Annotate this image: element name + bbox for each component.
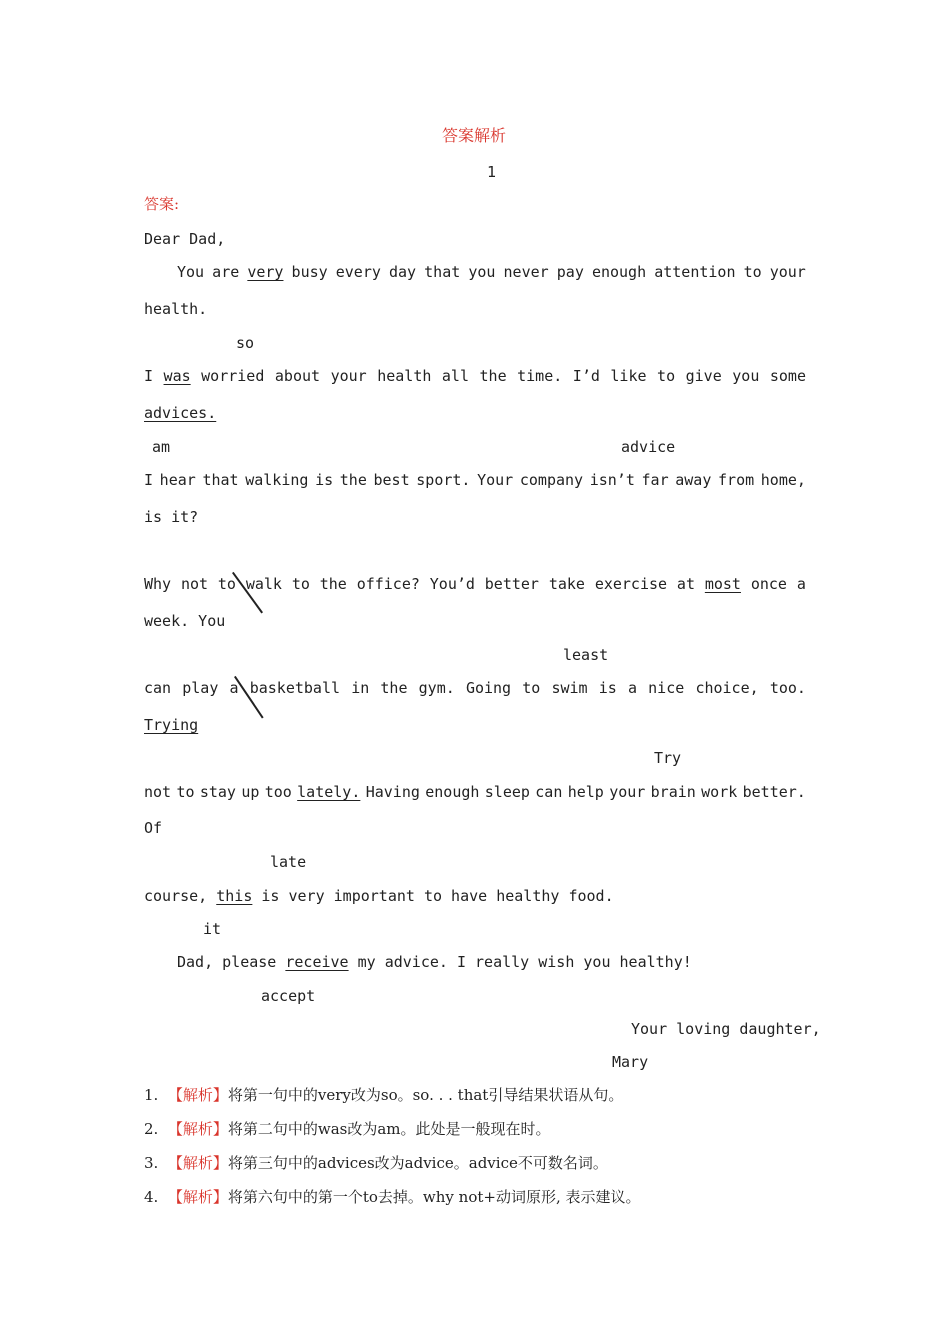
letter-line-2: I was worried about your health all the time. I’d like to give you some <box>144 367 806 385</box>
correction-least: least <box>563 646 609 664</box>
letter-line-6b: Of <box>144 819 163 837</box>
correction-try: Try <box>654 749 682 767</box>
letter-line-3b: is it? <box>144 508 199 526</box>
letter-line-6: not to stay up too lately. Having enough sleep can help your brain work better. <box>144 783 806 801</box>
letter-line-4: Why not to walk to the office? You’d better take exercise at most once a <box>144 575 806 593</box>
explanation-1: 1. 【解析】将第一句中的very改为so。so. . . that引导结果状语从句。 <box>144 1086 624 1104</box>
explanation-tag: 【解析】 <box>167 1188 228 1206</box>
page-title: 答案解析 <box>442 126 507 145</box>
correction-accept: accept <box>261 987 316 1005</box>
letter-line-1b: health. <box>144 300 208 318</box>
letter-signature: Mary <box>612 1053 649 1071</box>
error-word-this: this <box>216 887 253 905</box>
letter-closing: Your loving daughter, <box>631 1020 821 1038</box>
letter-line-1: You are very busy every day that you never pay enough attention to your <box>177 263 806 281</box>
explanation-tag: 【解析】 <box>167 1120 228 1138</box>
letter-line-7: course, this is very important to have healthy food. <box>144 887 614 905</box>
correction-so: so <box>236 334 255 352</box>
correction-it: it <box>203 920 222 938</box>
error-word-was: was <box>163 367 191 385</box>
letter-line-4b: week. You <box>144 612 226 630</box>
error-word-a: a <box>229 679 239 697</box>
explanation-tag: 【解析】 <box>167 1154 228 1172</box>
correction-advice: advice <box>621 438 676 456</box>
error-word-lately: lately. <box>297 783 361 801</box>
section-number: 1 <box>487 163 497 181</box>
explanation-4: 4. 【解析】将第六句中的第一个to去掉。why not+动词原形, 表示建议。 <box>144 1188 641 1206</box>
letter-line-5: can play a basketball in the gym. Going to swim is a nice choice, too. <box>144 679 806 697</box>
answer-label: 答案: <box>144 195 180 213</box>
letter-line-3: I hear that walking is the best sport. Your company isn’t far away from home, <box>144 471 806 489</box>
error-word-very: very <box>247 263 284 281</box>
explanation-tag: 【解析】 <box>167 1086 228 1104</box>
letter-salutation: Dear Dad, <box>144 230 226 248</box>
error-word-advices: advices. <box>144 404 217 422</box>
error-word-most: most <box>704 575 741 593</box>
error-word-trying: Trying <box>144 716 199 734</box>
explanation-2: 2. 【解析】将第二句中的was改为am。此处是一般现在时。 <box>144 1120 551 1138</box>
letter-line-8: Dad, please receive my advice. I really wish you healthy! <box>177 953 692 971</box>
error-word-receive: receive <box>285 953 349 971</box>
error-word-to: to <box>217 575 236 593</box>
explanation-3: 3. 【解析】将第三句中的advices改为advice。advice不可数名词。 <box>144 1154 608 1172</box>
correction-am: am <box>152 438 171 456</box>
correction-late: late <box>270 853 307 871</box>
